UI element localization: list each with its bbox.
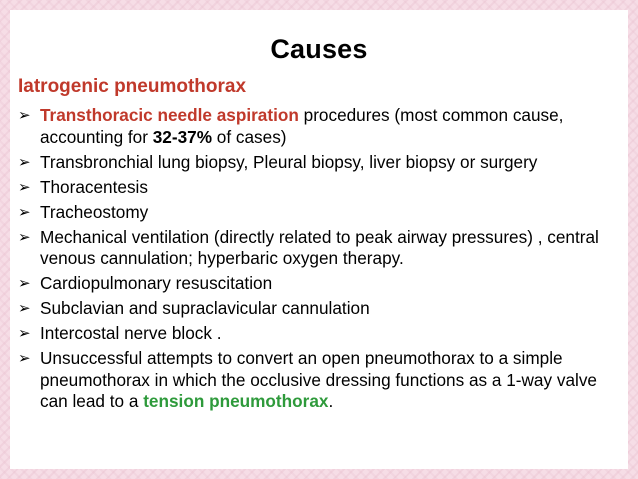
item-highlight: tension pneumothorax xyxy=(143,391,329,411)
item-text: Mechanical ventilation (directly related to peak airway pressures) , central venous cannulation; hyperbaric oxygen therapy. xyxy=(40,226,599,268)
list-item xyxy=(18,202,628,224)
list-item xyxy=(18,348,628,413)
item-text: Intercostal nerve block . xyxy=(40,323,222,343)
section-subtitle: Iatrogenic pneumothorax xyxy=(18,76,247,97)
item-text: procedures (most common cause, accounting for xyxy=(40,105,564,147)
item-text: Transbronchial lung biopsy, Pleural biopsy, liver biopsy or surgery xyxy=(40,151,538,172)
item-text: Subclavian and supraclavicular cannulation xyxy=(40,298,370,318)
list-item xyxy=(18,227,628,270)
list-item xyxy=(18,273,628,295)
causes-list xyxy=(18,105,628,416)
item-text: Unsuccessful attempts to convert an open pneumothorax to a simple pneumothorax in which the occlusive dressing functions as a 1-way valve can lead to a xyxy=(40,348,597,411)
arrowhead-bullet-icon: ➢ xyxy=(18,107,31,124)
list-item xyxy=(18,323,628,345)
arrowhead-bullet-icon: ➢ xyxy=(18,350,31,367)
arrowhead-bullet-icon: ➢ xyxy=(18,325,31,342)
arrowhead-bullet-icon: ➢ xyxy=(18,153,31,171)
item-text: of cases) xyxy=(212,126,287,147)
arrowhead-bullet-icon: ➢ xyxy=(18,275,31,292)
list-item xyxy=(18,152,628,174)
arrowhead-bullet-icon: ➢ xyxy=(18,178,31,196)
item-stat: 32-37% xyxy=(152,126,212,147)
list-item xyxy=(18,298,628,320)
list-item xyxy=(18,177,628,199)
arrowhead-bullet-icon: ➢ xyxy=(18,300,31,317)
arrowhead-bullet-icon: ➢ xyxy=(18,228,31,246)
item-highlight: Transthoracic needle aspiration xyxy=(40,105,299,125)
item-text: Tracheostomy xyxy=(40,201,149,222)
item-text: . xyxy=(328,391,334,411)
arrowhead-bullet-icon: ➢ xyxy=(18,203,31,221)
item-text: Thoracentesis xyxy=(40,176,148,197)
slide-title: Causes xyxy=(270,34,368,64)
item-text: Cardiopulmonary resuscitation xyxy=(40,273,273,293)
content-panel xyxy=(10,10,628,469)
list-item xyxy=(18,105,628,148)
